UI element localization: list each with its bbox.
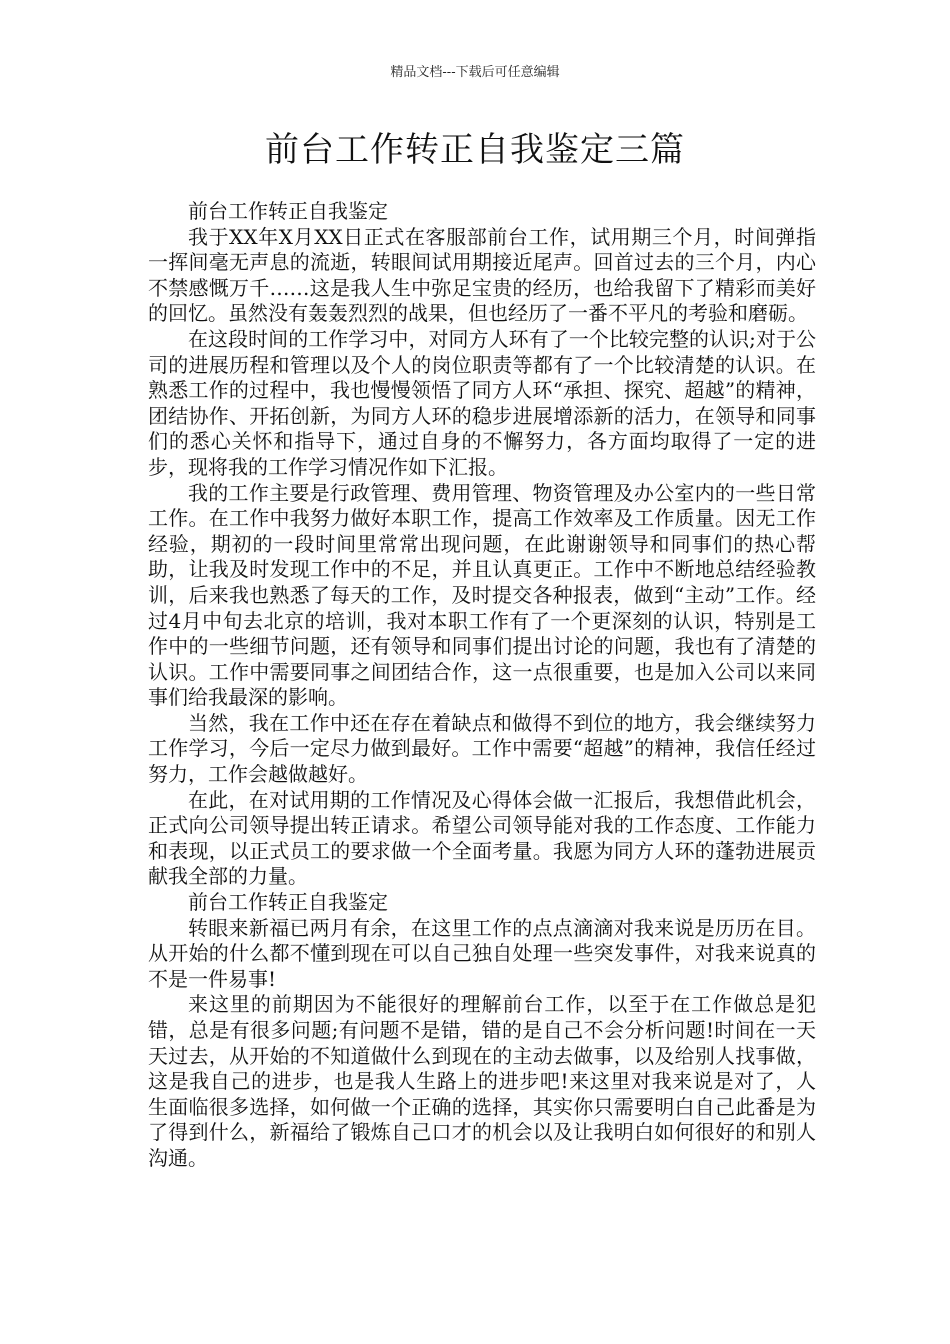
paragraph: 当然，我在工作中还在存在着缺点和做得不到位的地方，我会继续努力工作学习，今后一定尽力做到最好。工作中需要“超越”的精神，我信任经过努力，工作会越做越好。 — [148, 710, 816, 787]
section-heading-1: 前台工作转正自我鉴定 — [188, 199, 388, 223]
page-header-note: 精品文档---下载后可任意编辑 — [390, 65, 560, 80]
document-title: 前台工作转正自我鉴定三篇 — [265, 130, 685, 170]
paragraph: 我的工作主要是行政管理、费用管理、物资管理及办公室内的一些日常工作。在工作中我努力做好本职工作，提高工作效率及工作质量。因无工作经验，期初的一段时间里常常出现问题，在此谢谢领导和同事们的热心帮助，让我及时发现工作中的不足，并且认真更正。工作中不断地总结经验教训，后来我也熟悉了每天的工作，及时提交各种报表，做到“主动”工作。经过4月中旬去北京的培训，我对本职工作有了一个更深刻的认识，特别是工作中的一些细节问题，还有领导和同事们提出讨论的问题，我也有了清楚的认识。工作中需要同事之间团结合作，这一点很重要，也是加入公司以来同事们给我最深的影响。 — [148, 480, 816, 710]
paragraph: 转眼来新福已两月有余，在这里工作的点点滴滴对我来说是历历在目。从开始的什么都不懂到现在可以自己独自处理一些突发事件，对我来说真的不是一件易事! — [148, 915, 816, 991]
paragraph: 我于XX年X月XX日正式在客服部前台工作，试用期三个月，时间弹指一挥间毫无声息的流逝，转眼间试用期接近尾声。回首过去的三个月，内心不禁感慨万千……这是我人生中弥足宝贵的经历，也给我留下了精彩而美好的回忆。虽然没有轰轰烈烈的战果，但也经历了一番不平凡的考验和磨砺。 — [148, 224, 816, 326]
paragraph: 在这段时间的工作学习中，对同方人环有了一个比较完整的认识;对于公司的进展历程和管理以及个人的岗位职责等都有了一个比较清楚的认识。在熟悉工作的过程中，我也慢慢领悟了同方人环“承担、探究、超越”的精神，团结协作、开拓创新，为同方人环的稳步进展增添新的活力，在领导和同事们的悉心关怀和指导下，通过自身的不懈努力，各方面均取得了一定的进步，现将我的工作学习情况作如下汇报。 — [148, 326, 816, 479]
paragraph: 来这里的前期因为不能很好的理解前台工作，以至于在工作做总是犯错，总是有很多问题;有问题不是错，错的是自己不会分析问题!时间在一天天过去，从开始的不知道做什么到现在的主动去做事，以及给别人找事做，这是我自己的进步，也是我人生路上的进步吧!来这里对我来说是对了，人生面临很多选择，如何做一个正确的选择，其实你只需要明白自己此番是为了得到什么，新福给了锻炼自己口才的机会以及让我明白如何很好的和别人沟通。 — [148, 992, 816, 1170]
paragraph: 在此，在对试用期的工作情况及心得体会做一汇报后，我想借此机会，正式向公司领导提出转正请求。希望公司领导能对我的工作态度、工作能力和表现，以正式员工的要求做一个全面考量。我愿为同方人环的蓬勃进展贡献我全部的力量。 — [148, 787, 816, 889]
document-body — [148, 199, 816, 1172]
section-heading-2: 前台工作转正自我鉴定 — [188, 890, 388, 915]
